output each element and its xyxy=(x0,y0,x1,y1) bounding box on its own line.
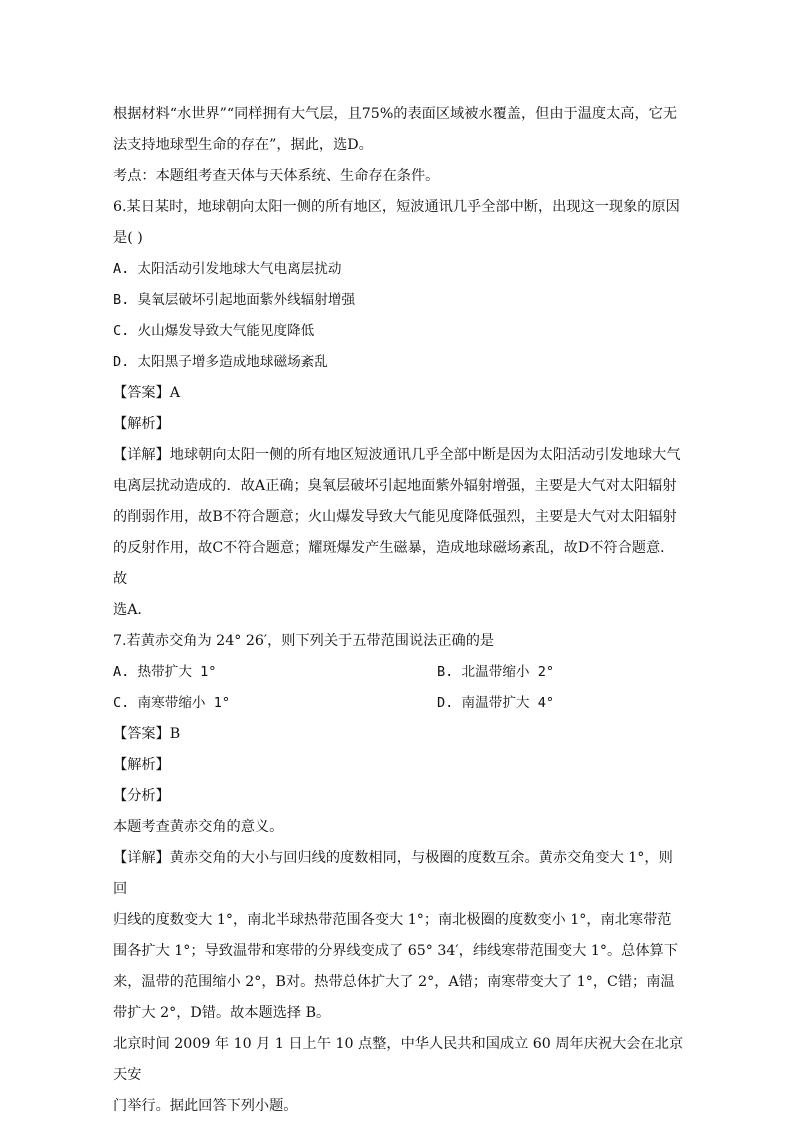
question-6-stem: 6.某日某时，地球朝向太阳一侧的所有地区，短波通讯几乎全部中断，出现这一现象的原因 xyxy=(113,199,680,215)
option-c: C. 火山爆发导致大气能见度降低 xyxy=(113,323,315,339)
explanation-text: 选A． xyxy=(113,602,152,618)
text-line: 考点：本题组考查天体与天体系统、生命存在条件。 xyxy=(113,168,440,184)
explanation-text: 【详解】地球朝向太阳一侧的所有地区短波通讯几乎全部中断是因为太阳活动引发地球大气 xyxy=(113,447,681,463)
explanation-text: 归线的度数变大 1°，南北半球热带范围各变大 1°；南北极圈的度数变小 1°，南北寒带范 xyxy=(113,912,672,928)
analysis-label: 【解析】 xyxy=(113,416,170,432)
question-7-stem: 7.若黄赤交角为 24° 26′，则下列关于五带范围说法正确的是 xyxy=(113,633,495,649)
explanation-text: 带扩大 2°，D错。故本题选择 B。 xyxy=(113,1005,331,1021)
option-b: B. 北温带缩小 2° xyxy=(437,664,555,680)
options-row xyxy=(113,657,685,688)
answer-label: 【答案】A xyxy=(113,385,180,401)
document-body xyxy=(113,99,685,1122)
option-d: D. 南温带扩大 4° xyxy=(437,695,555,711)
explanation-text: 【详解】黄赤交角的大小与回归线的度数相同，与极圈的度数互余。黄赤交角变大 1°，则回 xyxy=(113,850,673,897)
question-6-stem-end: 是( ) xyxy=(113,230,143,246)
text-line: 法支持地球型生命的存在”，据此，选D。 xyxy=(113,137,373,153)
option-b: B. 臭氧层破坏引起地面紫外线辐射增强 xyxy=(113,292,356,308)
option-d: D. 太阳黑子增多造成地球磁场紊乱 xyxy=(113,354,328,370)
analysis-label: 【解析】 xyxy=(113,757,170,773)
explanation-text: 来，温带的范围缩小 2°，B对。热带总体扩大了 2°，A错；南寒带变大了 1°，C错；南温 xyxy=(113,974,675,990)
text-line: 本题考查黄赤交角的意义。 xyxy=(113,819,284,835)
explanation-text: 的削弱作用，故B不符合题意；火山爆发导致大气能见度降低强烈，主要是大气对太阳辐射 xyxy=(113,509,677,525)
option-a: A. 太阳活动引发地球大气电离层扰动 xyxy=(113,261,342,277)
explanation-text: 围各扩大 1°；导致温带和寒带的分界线变成了 65° 34′，纬线寒带范围变大 1°。总体算下 xyxy=(113,943,678,959)
passage-text: 门举行。据此回答下列小题。 xyxy=(113,1098,298,1114)
text-line: 根据材料“水世界”“同样拥有大气层，且75%的表面区域被水覆盖，但由于温度太高，它无 xyxy=(113,106,678,122)
explanation-text: 的反射作用，故C不符合题意；耀斑爆发产生磁暴，造成地球磁场紊乱，故D不符合题意．故 xyxy=(113,540,675,587)
option-a: A. 热带扩大 1° xyxy=(113,664,217,680)
answer-label: 【答案】B xyxy=(113,726,181,742)
passage-text: 北京时间 2009 年 10 月 1 日上午 10 点整，中华人民共和国成立 60 周年庆祝大会在北京天安 xyxy=(113,1036,684,1083)
analysis-section-label: 【分析】 xyxy=(113,788,170,804)
options-row xyxy=(113,688,685,719)
option-c: C. 南寒带缩小 1° xyxy=(113,695,231,711)
explanation-text: 电离层扰动造成的．故A正确；臭氧层破坏引起地面紫外辐射增强，主要是大气对太阳辐射 xyxy=(113,478,677,494)
